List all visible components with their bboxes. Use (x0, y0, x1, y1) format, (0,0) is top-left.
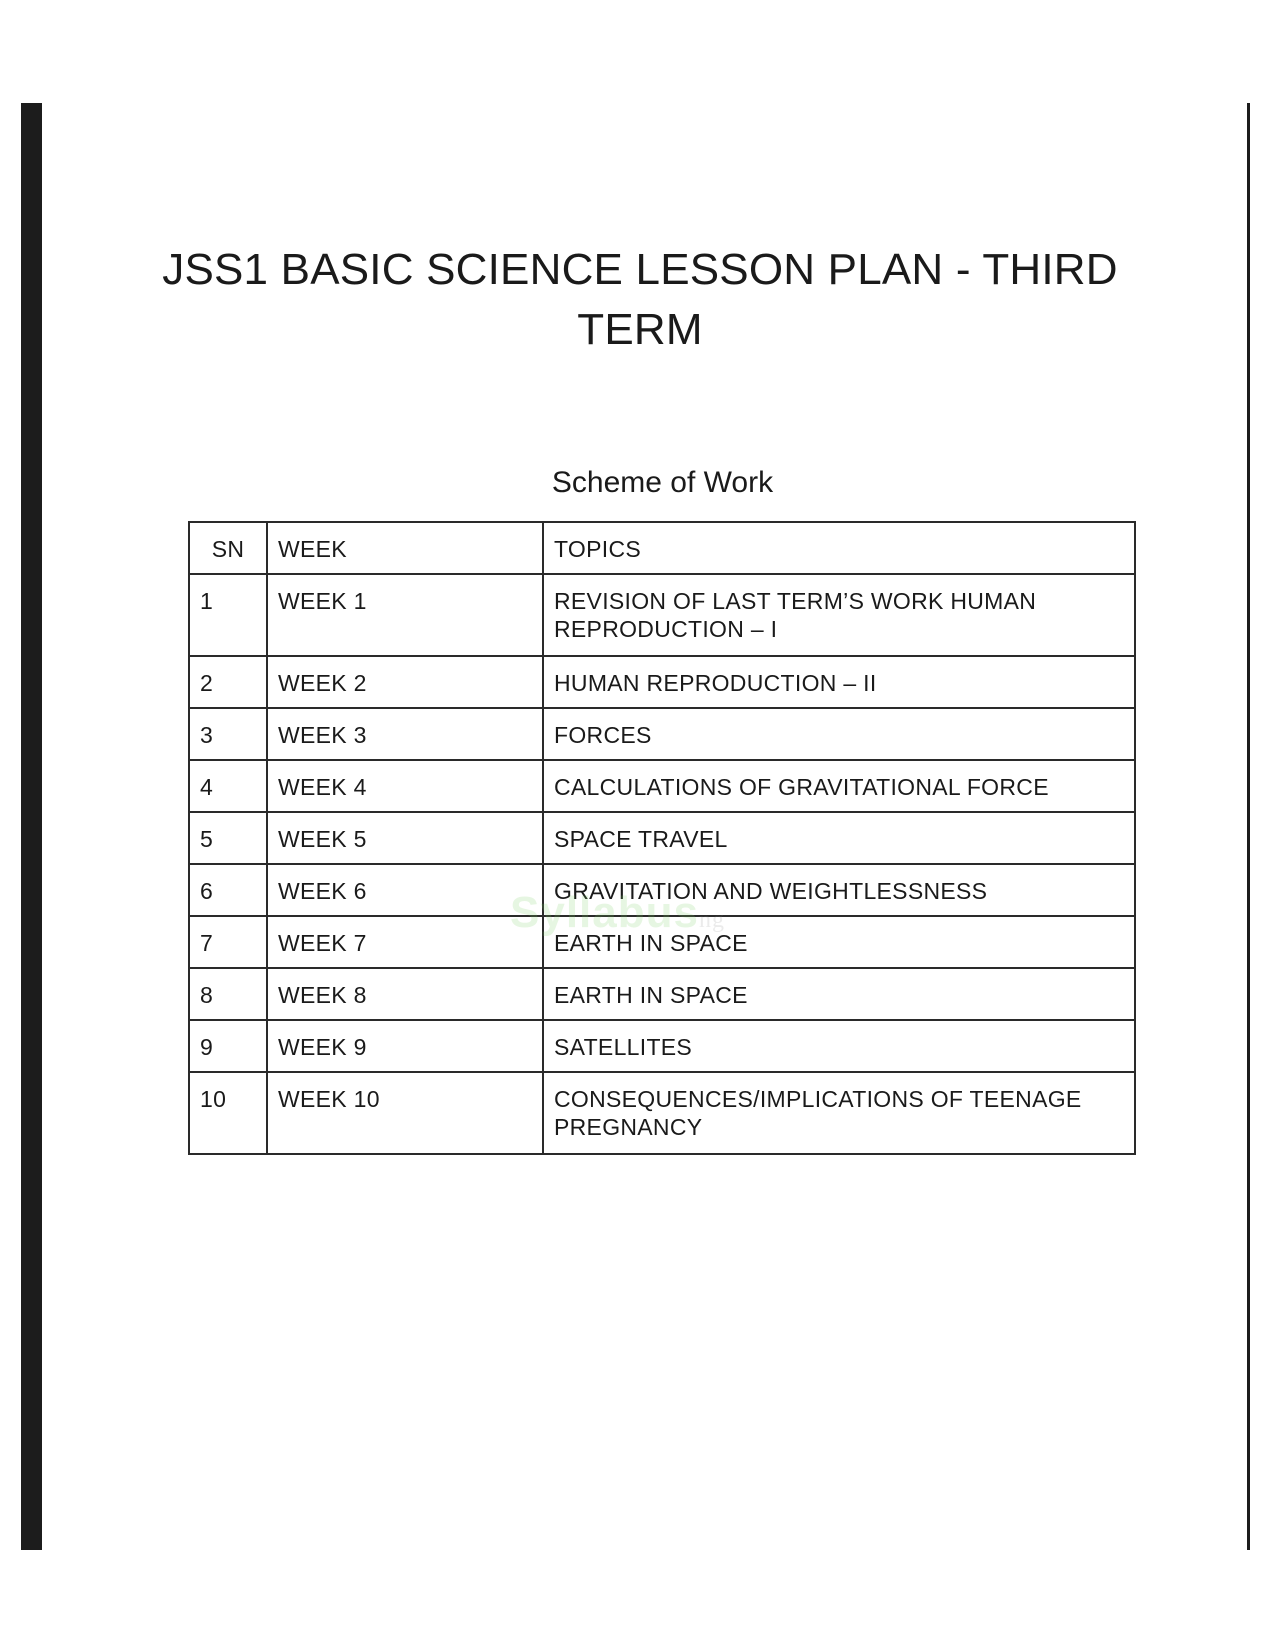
header-topics: TOPICS (543, 522, 1135, 574)
cell-sn: 6 (189, 864, 267, 916)
scheme-of-work-table (188, 521, 1136, 1155)
watermark-text: Syllabus (510, 888, 699, 937)
cell-topic: HUMAN REPRODUCTION – II (543, 656, 1135, 708)
table-row (189, 708, 1135, 760)
cell-topic: FORCES (543, 708, 1135, 760)
table-row (189, 1020, 1135, 1072)
cell-sn: 2 (189, 656, 267, 708)
cell-topic: GRAVITATION AND WEIGHTLESSNESS (543, 864, 1135, 916)
cell-topic: SATELLITES (543, 1020, 1135, 1072)
table-row (189, 916, 1135, 968)
table-row (189, 968, 1135, 1020)
cell-sn: 7 (189, 916, 267, 968)
table-row (189, 656, 1135, 708)
cell-week: WEEK 8 (267, 968, 543, 1020)
cell-week: WEEK 9 (267, 1020, 543, 1072)
table-row (189, 760, 1135, 812)
cell-week: WEEK 4 (267, 760, 543, 812)
watermark-suffix: ng (698, 907, 725, 933)
header-sn: SN (189, 522, 267, 574)
cell-topic: CONSEQUENCES/IMPLICATIONS OF TEENAGE PREGNANCY (543, 1072, 1135, 1154)
cell-week: WEEK 2 (267, 656, 543, 708)
cell-week: WEEK 3 (267, 708, 543, 760)
cell-sn: 8 (189, 968, 267, 1020)
cell-topic: EARTH IN SPACE (543, 968, 1135, 1020)
cell-week: WEEK 10 (267, 1072, 543, 1154)
table-header-row (189, 522, 1135, 574)
cell-topic: EARTH IN SPACE (543, 916, 1135, 968)
document-title: JSS1 BASIC SCIENCE LESSON PLAN - THIRD TERM (162, 245, 1118, 354)
cell-topic: CALCULATIONS OF GRAVITATIONAL FORCE (543, 760, 1135, 812)
cell-sn: 5 (189, 812, 267, 864)
cell-topic: REVISION OF LAST TERM’S WORK HUMAN REPRODUCTION – I (543, 574, 1135, 656)
cell-sn: 3 (189, 708, 267, 760)
table-row (189, 1072, 1135, 1154)
cell-topic: SPACE TRAVEL (543, 812, 1135, 864)
cell-sn: 4 (189, 760, 267, 812)
cell-week: WEEK 6 (267, 864, 543, 916)
cell-week: WEEK 7 (267, 916, 543, 968)
cell-sn: 9 (189, 1020, 267, 1072)
table-caption: Scheme of Work (551, 466, 774, 499)
cell-week: WEEK 5 (267, 812, 543, 864)
left-border-bar (21, 103, 42, 1550)
right-border-line (1247, 103, 1250, 1550)
header-week: WEEK (267, 522, 543, 574)
cell-week: WEEK 1 (267, 574, 543, 656)
table-row (189, 574, 1135, 656)
cell-sn: 1 (189, 574, 267, 656)
table-row (189, 864, 1135, 916)
table-row (189, 812, 1135, 864)
cell-sn: 10 (189, 1072, 267, 1154)
